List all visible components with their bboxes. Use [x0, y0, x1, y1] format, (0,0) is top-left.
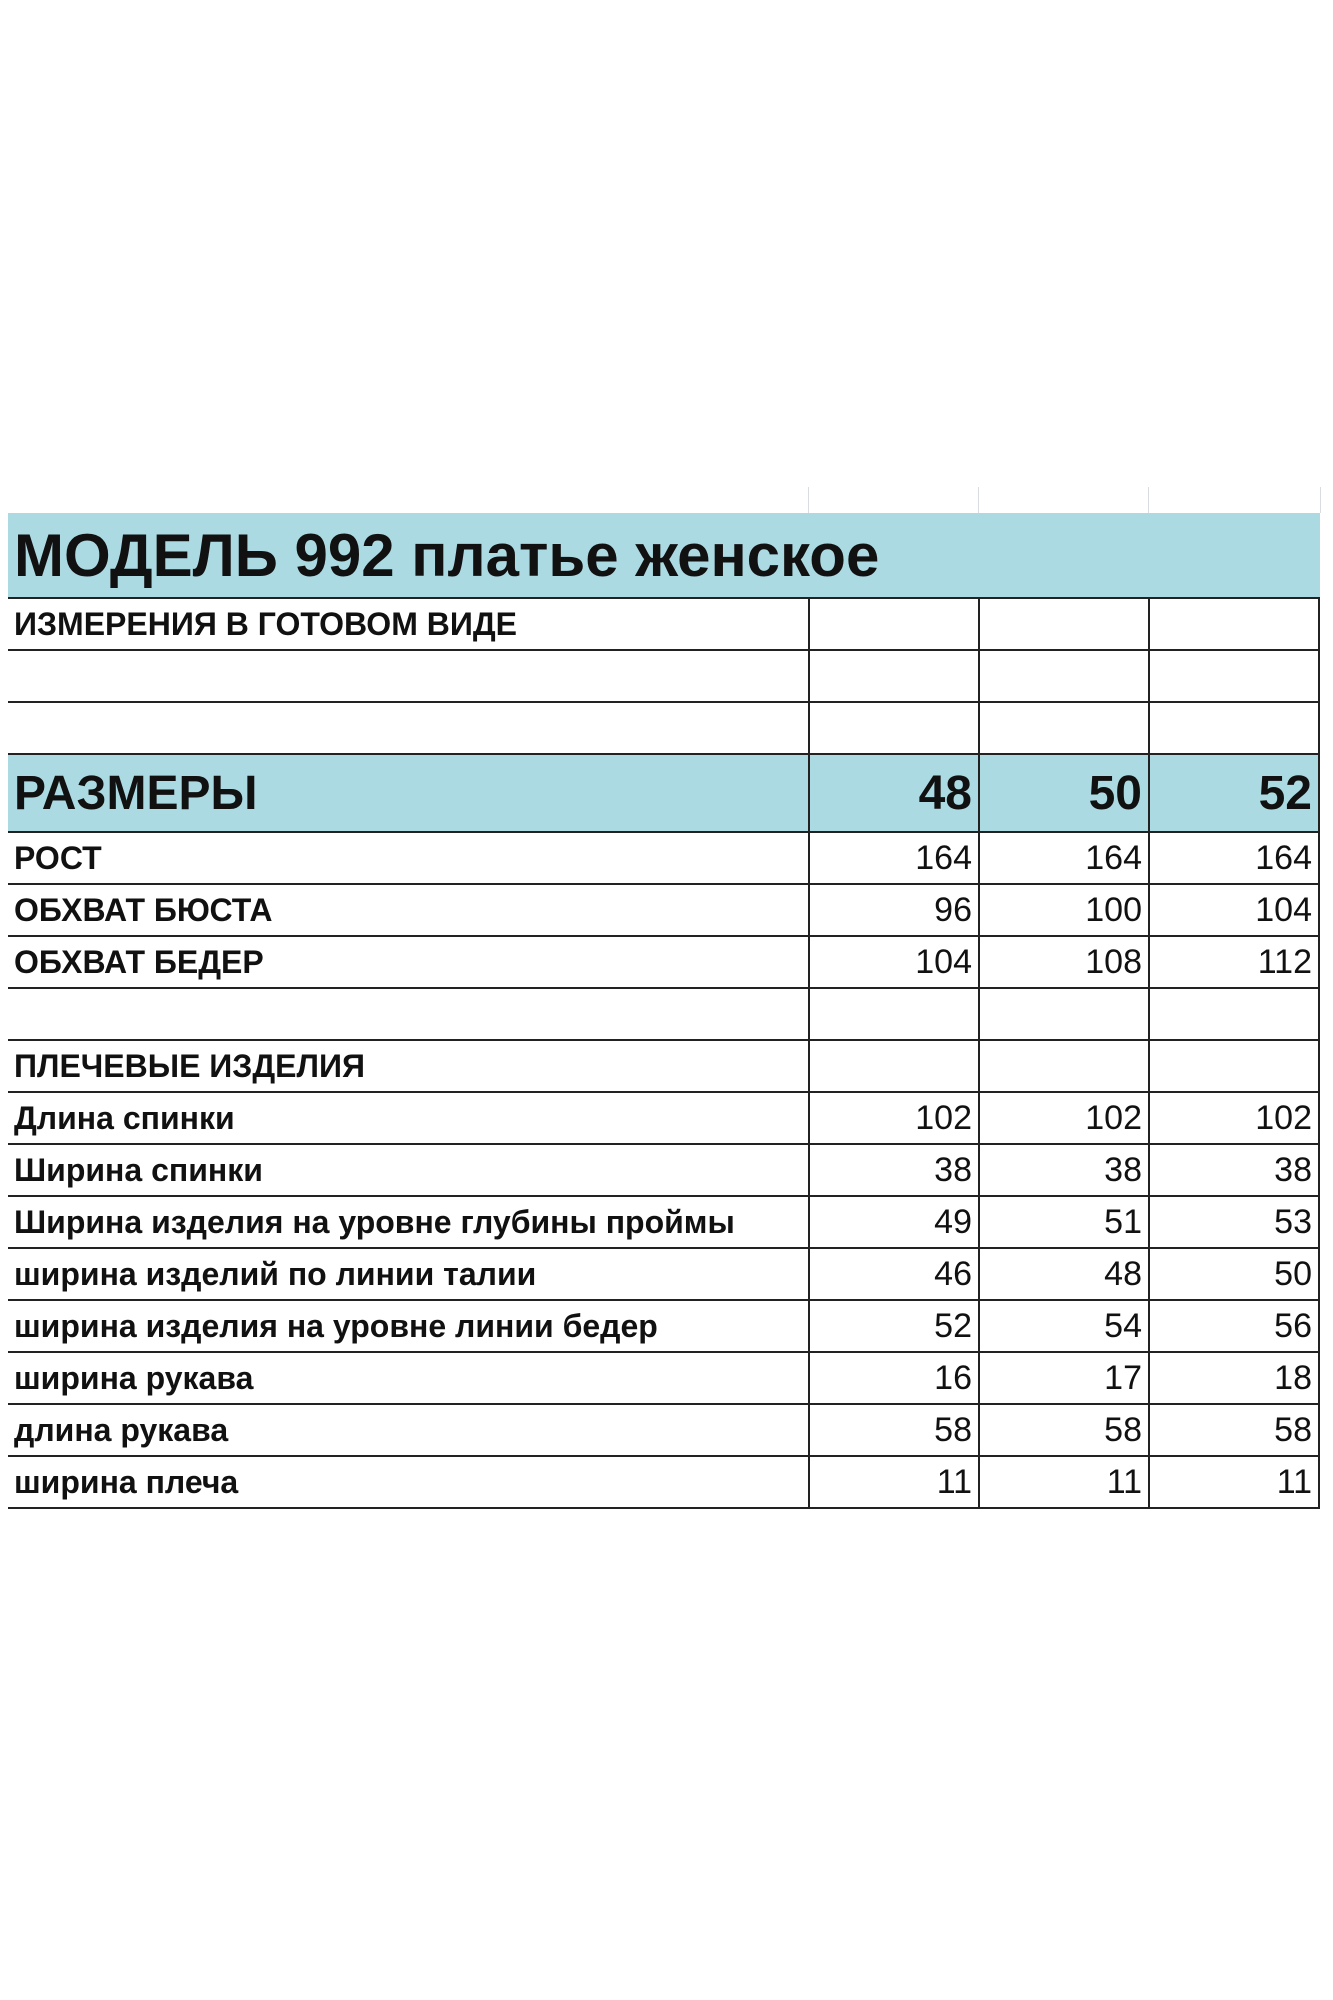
value: 100 — [1085, 890, 1142, 929]
value: 16 — [934, 1358, 972, 1397]
value-cell — [978, 1353, 1148, 1403]
size-50: 50 — [1088, 766, 1142, 820]
value-cell — [978, 885, 1148, 935]
row-label: ОБХВАТ БЕДЕР — [14, 943, 264, 980]
value-cell — [1148, 1197, 1320, 1247]
value-cell — [978, 937, 1148, 987]
value: 56 — [1274, 1306, 1312, 1345]
value: 102 — [1085, 1098, 1142, 1137]
table-row — [8, 1197, 1320, 1249]
value-cell — [808, 1093, 978, 1143]
value-cell — [808, 833, 978, 883]
value-cell — [808, 937, 978, 987]
subtitle-cell — [8, 599, 808, 649]
row-label-cell — [8, 1301, 808, 1351]
value: 58 — [1274, 1410, 1312, 1449]
value-cell — [1148, 1301, 1320, 1351]
row-label-cell — [8, 1249, 808, 1299]
empty-cell — [808, 1041, 978, 1091]
empty-cell — [978, 989, 1148, 1039]
size-cell — [978, 755, 1148, 831]
value-cell — [978, 833, 1148, 883]
row-label-cell — [8, 1145, 808, 1195]
table-row — [8, 885, 1320, 937]
sizes-label-cell — [8, 755, 808, 831]
empty-cell — [808, 599, 978, 649]
value-cell — [808, 885, 978, 935]
section-label-cell — [8, 1041, 808, 1091]
table-title-cell — [8, 513, 1320, 597]
value: 164 — [1255, 838, 1312, 877]
row-label: Ширина спинки — [14, 1151, 263, 1188]
value: 17 — [1104, 1358, 1142, 1397]
size-cell — [808, 755, 978, 831]
row-label: РОСТ — [14, 839, 102, 876]
value: 11 — [1276, 1462, 1312, 1501]
empty-cell — [8, 651, 808, 701]
value: 96 — [934, 890, 972, 929]
value: 38 — [934, 1150, 972, 1189]
empty-cell — [8, 703, 808, 753]
value-cell — [978, 1249, 1148, 1299]
empty-cell — [978, 703, 1148, 753]
value-cell — [1148, 1249, 1320, 1299]
row-label: Длина спинки — [14, 1099, 235, 1136]
value-cell — [808, 1249, 978, 1299]
table-row — [8, 1093, 1320, 1145]
value: 104 — [1255, 890, 1312, 929]
row-label-cell — [8, 1405, 808, 1455]
value-cell — [808, 1405, 978, 1455]
value: 112 — [1257, 942, 1312, 981]
value-cell — [808, 1197, 978, 1247]
size-52: 52 — [1258, 766, 1312, 820]
value-cell — [808, 1457, 978, 1507]
value: 48 — [1104, 1254, 1142, 1293]
value-cell — [1148, 885, 1320, 935]
title-row — [8, 513, 1320, 599]
value: 18 — [1274, 1358, 1312, 1397]
value: 38 — [1104, 1150, 1142, 1189]
table-row — [8, 1249, 1320, 1301]
size-chart-sheet — [8, 487, 1320, 1511]
value: 102 — [915, 1098, 972, 1137]
value: 104 — [915, 942, 972, 981]
row-label-cell — [8, 833, 808, 883]
value: 49 — [934, 1202, 972, 1241]
grid-line — [978, 487, 979, 513]
value: 11 — [1106, 1462, 1142, 1501]
value: 54 — [1104, 1306, 1142, 1345]
row-label: длина рукава — [14, 1411, 229, 1448]
row-label: ОБХВАТ БЮСТА — [14, 891, 273, 928]
value-cell — [978, 1457, 1148, 1507]
value: 52 — [934, 1306, 972, 1345]
empty-cell — [1148, 1041, 1320, 1091]
empty-cell — [1148, 599, 1320, 649]
empty-row — [8, 989, 1320, 1041]
value-cell — [1148, 1405, 1320, 1455]
row-label-cell — [8, 1197, 808, 1247]
row-label-cell — [8, 885, 808, 935]
row-label: ширина изделий по линии талии — [14, 1255, 537, 1292]
grid-line — [1320, 487, 1321, 513]
value-cell — [808, 1301, 978, 1351]
empty-cell — [978, 599, 1148, 649]
row-label-cell — [8, 1457, 808, 1507]
value-cell — [1148, 937, 1320, 987]
size-cell — [1148, 755, 1320, 831]
row-label-cell — [8, 1093, 808, 1143]
value: 164 — [1085, 838, 1142, 877]
row-label: Ширина изделия на уровне глубины проймы — [14, 1203, 735, 1240]
table-subtitle: ИЗМЕРЕНИЯ В ГОТОВОМ ВИДЕ — [14, 605, 517, 642]
value-cell — [978, 1301, 1148, 1351]
grid-line — [808, 487, 809, 513]
value: 58 — [934, 1410, 972, 1449]
sizes-label: РАЗМЕРЫ — [14, 766, 258, 820]
row-label-cell — [8, 937, 808, 987]
value-cell — [808, 1353, 978, 1403]
row-label-cell — [8, 1353, 808, 1403]
row-label: ширина плеча — [14, 1463, 239, 1500]
value-cell — [808, 1145, 978, 1195]
value-cell — [1148, 1145, 1320, 1195]
section-row — [8, 1041, 1320, 1093]
value: 164 — [915, 838, 972, 877]
empty-cell — [1148, 703, 1320, 753]
empty-cell — [978, 1041, 1148, 1091]
table-row — [8, 1457, 1320, 1509]
value: 108 — [1085, 942, 1142, 981]
value: 58 — [1104, 1410, 1142, 1449]
table-row — [8, 1145, 1320, 1197]
sizes-header-row — [8, 755, 1320, 833]
empty-cell — [808, 703, 978, 753]
grid-line — [1148, 487, 1149, 513]
empty-cell — [978, 651, 1148, 701]
value: 50 — [1274, 1254, 1312, 1293]
row-label: ширина изделия на уровне линии бедер — [14, 1307, 658, 1344]
value: 53 — [1274, 1202, 1312, 1241]
value: 102 — [1255, 1098, 1312, 1137]
row-label: ширина рукава — [14, 1359, 254, 1396]
value: 11 — [936, 1462, 972, 1501]
table-row — [8, 1301, 1320, 1353]
value: 38 — [1274, 1150, 1312, 1189]
table-row — [8, 937, 1320, 989]
subtitle-row — [8, 599, 1320, 651]
empty-cell — [8, 989, 808, 1039]
table-row — [8, 1353, 1320, 1405]
table-row — [8, 1405, 1320, 1457]
empty-row — [8, 703, 1320, 755]
size-48: 48 — [918, 766, 972, 820]
value-cell — [978, 1093, 1148, 1143]
value-cell — [1148, 833, 1320, 883]
table-row — [8, 833, 1320, 885]
empty-cell — [808, 651, 978, 701]
value: 51 — [1104, 1202, 1142, 1241]
empty-cell — [1148, 651, 1320, 701]
value-cell — [978, 1145, 1148, 1195]
empty-cell — [1148, 989, 1320, 1039]
value: 46 — [934, 1254, 972, 1293]
section-label: ПЛЕЧЕВЫЕ ИЗДЕЛИЯ — [14, 1047, 365, 1084]
value-cell — [978, 1405, 1148, 1455]
value-cell — [1148, 1457, 1320, 1507]
value-cell — [1148, 1093, 1320, 1143]
value-cell — [978, 1197, 1148, 1247]
empty-cell — [808, 989, 978, 1039]
value-cell — [1148, 1353, 1320, 1403]
empty-row — [8, 651, 1320, 703]
table-title: МОДЕЛЬ 992 платье женское — [14, 521, 880, 589]
